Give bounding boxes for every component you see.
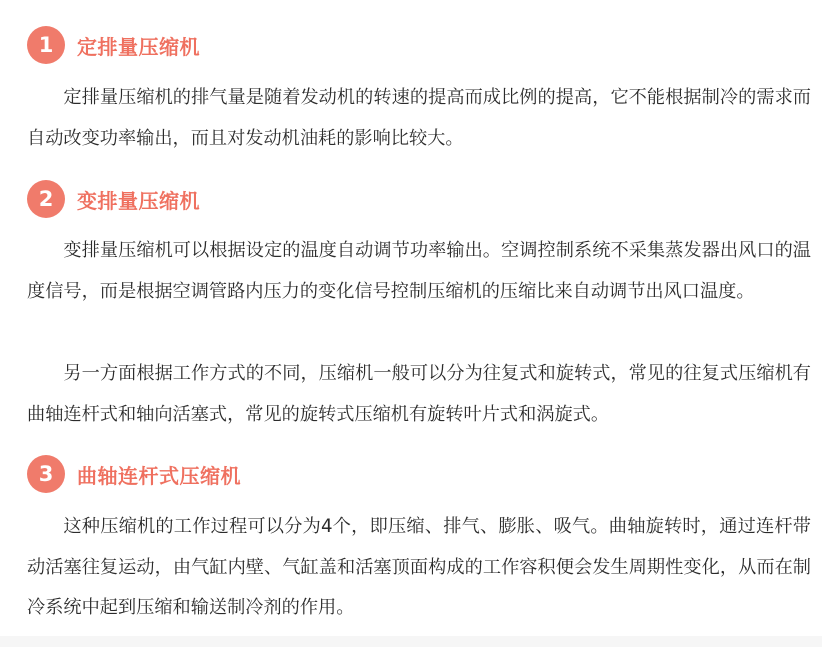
bottom-divider	[0, 636, 822, 647]
section-1-paragraph-1: 定排量压缩机的排气量是随着发动机的转速的提高而成比例的提高，它不能根据制冷的需求而自动改变功率输出，而且对发动机油耗的影响比较大。	[27, 87, 811, 149]
section-3-paragraph-1: 这种压缩机的工作过程可以分为4个，即压缩、排气、膨胀、吸气。曲轴旋转时，通过连杆带动活塞往复运动，由气缸内壁、气缸盖和活塞顶面构成的工作容积便会发生周期性变化，从而在制冷系统中起到压缩和输送制冷剂的作用。	[27, 516, 811, 618]
section-number-badge: 3	[27, 455, 65, 493]
section-2-paragraph-2: 另一方面根据工作方式的不同，压缩机一般可以分为往复式和旋转式，常见的往复式压缩机有曲轴连杆式和轴向活塞式，常见的旋转式压缩机有旋转叶片式和涡旋式。	[27, 363, 811, 425]
section-2-paragraph-1: 变排量压缩机可以根据设定的温度自动调节功率输出。空调控制系统不采集蒸发器出风口的温度信号，而是根据空调管路内压力的变化信号控制压缩机的压缩比来自动调节出风口温度。	[27, 240, 811, 302]
section-number-badge: 1	[27, 26, 65, 64]
section-title: 定排量压缩机	[77, 34, 200, 59]
section-2-heading	[27, 180, 200, 218]
section-title: 曲轴连杆式压缩机	[77, 463, 241, 488]
section-title: 变排量压缩机	[77, 188, 200, 213]
section-3-heading	[27, 455, 241, 493]
section-number-badge: 2	[27, 180, 65, 218]
section-1-heading	[27, 26, 200, 64]
